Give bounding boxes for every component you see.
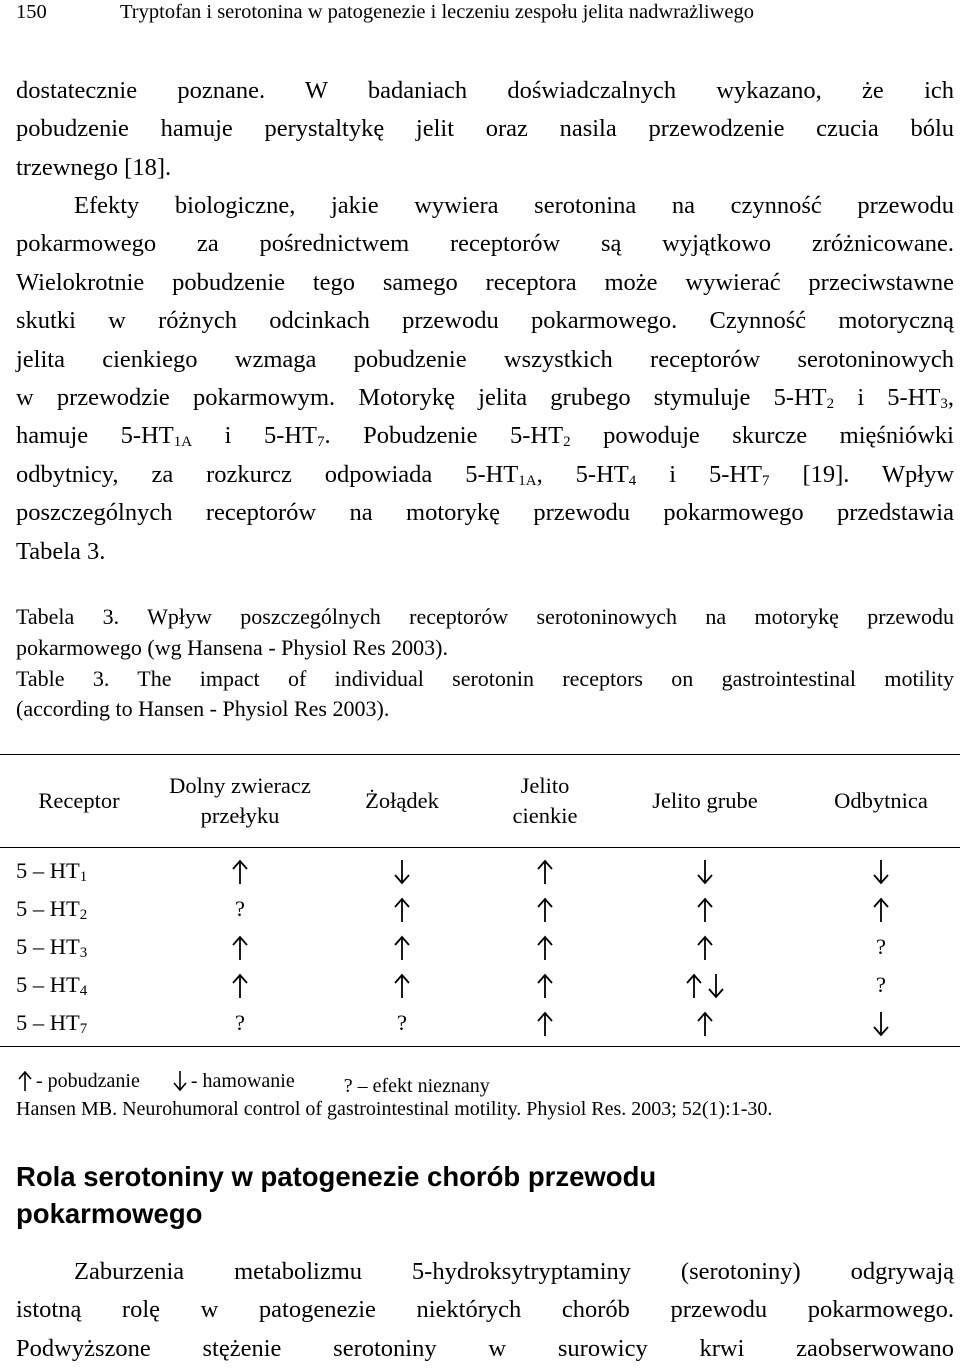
arrow-down-icon	[171, 1070, 189, 1092]
header-text: Jelito	[520, 773, 570, 798]
effect-cell	[158, 848, 322, 891]
text-run: i 5-HT	[192, 422, 318, 450]
arrow-down-icon	[870, 859, 892, 885]
legend-text: ? – efekt nieznany	[343, 1075, 490, 1097]
text-line: pokarmowego za pośrednictwem receptorów są wyjątkowo zróżnicowane.	[16, 230, 954, 258]
table-caption	[16, 602, 954, 725]
receptor-label: 5 – HT	[16, 934, 80, 959]
text-line	[16, 379, 954, 417]
receptor-label: 5 – HT	[16, 896, 80, 921]
effect-cell	[322, 966, 482, 1004]
text-line: trzewnego [18].	[16, 153, 172, 181]
receptor-table	[0, 754, 960, 1047]
effect-cell	[608, 890, 802, 928]
subscript: 3	[940, 395, 948, 412]
arrow-up-icon	[534, 935, 556, 961]
unknown-effect-mark: ?	[876, 972, 886, 997]
column-header-small-intestine	[482, 755, 608, 848]
arrow-up-icon	[534, 1011, 556, 1037]
text-run: hamuje 5-HT	[16, 422, 174, 450]
arrow-up-icon	[229, 973, 251, 999]
text-line: istotną rolę w patogenezie niektórych chorób przewodu pokarmowego.	[16, 1296, 954, 1324]
table-source-reference: Hansen MB. Neurohumoral control of gastrointestinal motility. Physiol Res. 2003; 52(1):1-30.	[16, 1098, 773, 1120]
effect-cell	[322, 848, 482, 891]
arrow-up-icon	[694, 1011, 716, 1037]
text-run: i 5-HT	[636, 460, 763, 488]
header-text: przełyku	[200, 803, 280, 828]
receptor-cell	[0, 890, 158, 928]
effect-cell	[158, 890, 322, 928]
effect-cell	[322, 890, 482, 928]
text-run: , 5-HT	[536, 460, 629, 488]
effect-cell	[802, 1004, 960, 1047]
effect-cell	[802, 848, 960, 891]
subscript: 1A	[173, 434, 193, 451]
table-row	[0, 928, 960, 966]
paragraph-continued	[16, 72, 954, 187]
unknown-effect-mark: ?	[235, 896, 245, 921]
receptor-subscript: 7	[79, 1021, 88, 1037]
arrow-up-icon	[694, 897, 716, 923]
subscript: 7	[317, 434, 325, 451]
text-line: Podwyższone stężenie serotoniny w surowicy krwi zaobserwowano	[16, 1334, 954, 1362]
column-header-stomach: Żołądek	[322, 755, 482, 848]
caption-line: (according to Hansen - Physiol Res 2003).	[16, 696, 390, 722]
table-body	[0, 848, 960, 1047]
text-line	[16, 456, 954, 494]
arrow-down-icon	[391, 859, 413, 885]
section-heading	[16, 1158, 946, 1232]
unknown-effect-mark: ?	[397, 1010, 407, 1035]
arrow-down-icon	[705, 973, 727, 999]
effect-cell	[482, 1004, 608, 1047]
text-line: poszczególnych receptorów na motorykę przewodu pokarmowego przedstawia	[16, 499, 954, 527]
effect-cell	[608, 928, 802, 966]
header-text: cienkie	[512, 803, 578, 828]
legend-item-down	[171, 1068, 295, 1094]
table-row	[0, 966, 960, 1004]
effect-cell	[322, 928, 482, 966]
table-row	[0, 848, 960, 891]
table-header-row	[0, 755, 960, 848]
table-legend	[16, 1068, 490, 1099]
running-title: Tryptofan i serotonina w patogenezie i leczeniu zespołu jelita nadwrażliwego	[120, 1, 754, 23]
arrow-up-icon	[534, 859, 556, 885]
unknown-effect-mark: ?	[235, 1010, 245, 1035]
receptor-subscript: 2	[79, 907, 88, 923]
text-run: odbytnicy, za rozkurcz odpowiada 5-HT	[16, 460, 519, 488]
column-header-large-intestine: Jelito grube	[608, 755, 802, 848]
receptor-subscript: 3	[79, 945, 88, 961]
caption-line: Tabela 3. Wpływ poszczególnych receptorów serotoninowych na motorykę przewodu	[16, 604, 954, 629]
arrow-up-icon	[534, 973, 556, 999]
subscript: 1A	[518, 472, 537, 489]
text-line: dostatecznie poznane. W badaniach doświadczalnych wykazano, że ich	[16, 77, 954, 104]
subscript: 2	[826, 395, 835, 412]
arrow-up-icon	[391, 897, 413, 923]
receptor-cell	[0, 848, 158, 891]
arrow-up-icon	[391, 973, 413, 999]
heading-line: pokarmowego	[16, 1198, 203, 1229]
effect-cell	[158, 1004, 322, 1047]
receptor-subscript: 4	[79, 983, 88, 999]
effect-cell	[482, 890, 608, 928]
subscript: 4	[628, 472, 637, 489]
text-run: . Pobudzenie 5-HT	[324, 422, 564, 450]
arrow-up-icon	[229, 859, 251, 885]
effect-cell	[482, 848, 608, 891]
effect-cell	[158, 928, 322, 966]
text-run: w przewodzie pokarmowym. Motorykę jelita grubego stymuluje 5-HT	[16, 383, 827, 411]
text-run: ,	[947, 383, 954, 411]
text-run: powoduje skurcze mięśniówki	[570, 422, 954, 450]
effect-cell	[482, 928, 608, 966]
receptor-cell	[0, 928, 158, 966]
arrow-down-icon	[694, 859, 716, 885]
text-run: [19]. Wpływ	[769, 460, 955, 488]
subscript: 2	[563, 434, 571, 451]
text-run: i 5-HT	[834, 383, 941, 411]
paragraph-receptor-effects	[16, 187, 954, 571]
header-text: Dolny zwieracz	[169, 773, 311, 798]
column-header-lower-esophageal-sphincter	[158, 755, 322, 848]
receptor-cell	[0, 966, 158, 1004]
effect-cell	[802, 890, 960, 928]
text-line: Wielokrotnie pobudzenie tego samego receptora może wywierać przeciwstawne	[16, 268, 954, 296]
text-line: jelita cienkiego wzmaga pobudzenie wszystkich receptorów serotoninowych	[16, 345, 954, 373]
arrow-up-icon	[16, 1070, 34, 1092]
page-number: 150	[16, 1, 47, 23]
text-line: Efekty biologiczne, jakie wywiera serotonina na czynność przewodu	[74, 192, 954, 219]
arrow-up-icon	[391, 935, 413, 961]
column-header-receptor: Receptor	[0, 755, 158, 848]
effect-cell	[802, 928, 960, 966]
effect-cell	[482, 966, 608, 1004]
unknown-effect-mark: ?	[876, 934, 886, 959]
subscript: 7	[762, 472, 770, 489]
receptor-label: 5 – HT	[16, 858, 80, 883]
arrow-up-icon	[534, 897, 556, 923]
text-line: Zaburzenia metabolizmu 5-hydroksytryptaminy (serotoniny) odgrywają	[74, 1258, 954, 1285]
receptor-label: 5 – HT	[16, 972, 80, 997]
heading-line: Rola serotoniny w patogenezie chorób przewodu	[16, 1161, 657, 1192]
effect-cell	[608, 1004, 802, 1047]
text-line	[16, 417, 954, 455]
arrow-up-icon	[694, 935, 716, 961]
text-line: skutki w różnych odcinkach przewodu pokarmowego. Czynność motoryczną	[16, 307, 954, 335]
effect-cell	[608, 966, 802, 1004]
effect-cell	[322, 1004, 482, 1047]
caption-line: Table 3. The impact of individual serotonin receptors on gastrointestinal motility	[16, 665, 954, 691]
paragraph-section-intro	[16, 1253, 954, 1368]
effect-cell	[802, 966, 960, 1004]
text-line: Tabela 3.	[16, 537, 106, 565]
receptor-label: 5 – HT	[16, 1010, 80, 1035]
column-header-rectum: Odbytnica	[802, 755, 960, 848]
caption-line: pokarmowego (wg Hansena - Physiol Res 2003).	[16, 634, 448, 660]
legend-text: - hamowanie	[190, 1070, 295, 1092]
table-row	[0, 1004, 960, 1047]
arrow-up-icon	[870, 897, 892, 923]
legend-text: - pobudzanie	[36, 1070, 140, 1092]
receptor-subscript: 1	[79, 869, 88, 885]
running-header	[16, 0, 754, 24]
receptor-cell	[0, 1004, 158, 1047]
effect-cell	[158, 966, 322, 1004]
arrow-down-icon	[870, 1011, 892, 1037]
table-row	[0, 890, 960, 928]
legend-item-up	[16, 1068, 140, 1094]
arrow-up-icon	[683, 973, 705, 999]
effect-cell	[608, 848, 802, 891]
arrow-up-icon	[229, 935, 251, 961]
text-line: pobudzenie hamuje perystaltykę jelit oraz nasila przewodzenie czucia bólu	[16, 115, 954, 143]
